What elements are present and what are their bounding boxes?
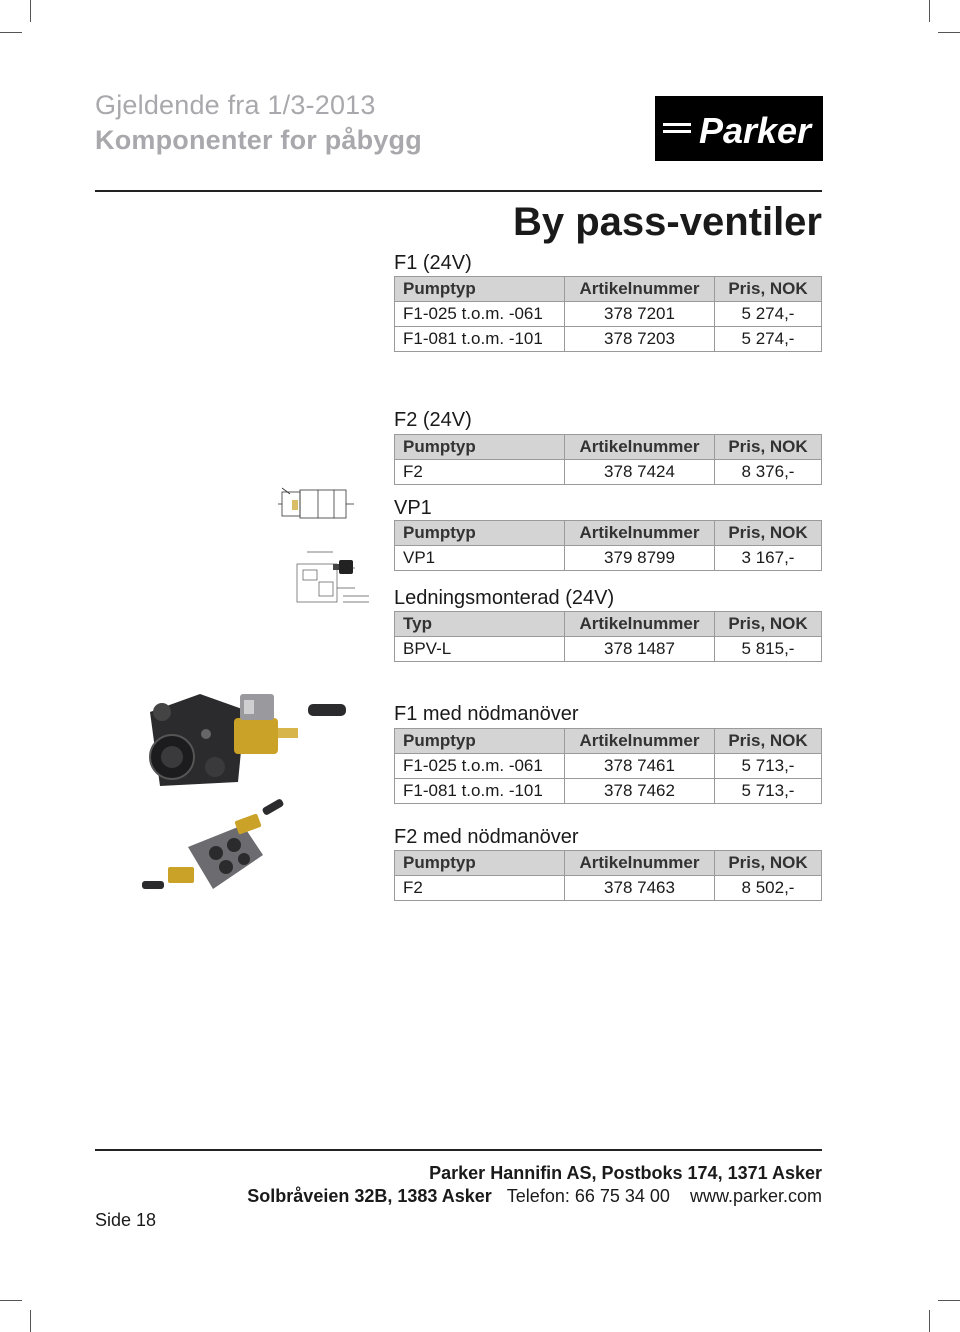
cell-price: 3 167,- (715, 546, 822, 571)
price-table-vp1 (394, 520, 822, 571)
table-header-row (395, 521, 822, 546)
footer-phone: Telefon: 66 75 34 00 (506, 1186, 670, 1206)
parker-logo (655, 96, 823, 161)
table-row (395, 637, 822, 662)
col-header-pumptyp: Pumptyp (395, 521, 565, 546)
col-header-pumptyp: Pumptyp (395, 851, 565, 876)
cell-article: 378 7201 (565, 302, 715, 327)
col-header-pris: Pris, NOK (715, 435, 822, 460)
col-header-pris: Pris, NOK (715, 851, 822, 876)
cell-type: F1-025 t.o.m. -061 (395, 302, 565, 327)
table-row (395, 876, 822, 901)
col-header-pris: Pris, NOK (715, 277, 822, 302)
crop-mark (929, 1310, 930, 1332)
cell-article: 378 1487 (565, 637, 715, 662)
footer-address: Solbråveien 32B, 1383 Asker (247, 1186, 492, 1206)
cell-article: 379 8799 (565, 546, 715, 571)
cell-price: 5 274,- (715, 302, 822, 327)
price-table-f2-nodmanover (394, 850, 822, 901)
cell-article: 378 7463 (565, 876, 715, 901)
crop-mark (30, 0, 31, 22)
table-row (395, 779, 822, 804)
crop-mark (938, 32, 960, 33)
cell-article: 378 7462 (565, 779, 715, 804)
header-date: Gjeldende fra 1/3-2013 (95, 90, 376, 120)
crop-mark (929, 0, 930, 22)
f2-emergency-valve-image (138, 795, 298, 901)
col-header-artikel: Artikelnummer (565, 435, 715, 460)
table-header-row (395, 435, 822, 460)
section-title-f1-nodmanover: F1 med nödmanöver (394, 703, 579, 725)
header-rule (95, 190, 822, 192)
vp1-valve-drawing (293, 548, 373, 606)
col-header-artikel: Artikelnummer (565, 729, 715, 754)
col-header-pumptyp: Pumptyp (395, 435, 565, 460)
table-row (395, 754, 822, 779)
cell-article: 378 7203 (565, 327, 715, 352)
price-table-ledningsmonterad (394, 611, 822, 662)
col-header-pumptyp: Pumptyp (395, 277, 565, 302)
cell-type: F2 (395, 460, 565, 485)
col-header-typ: Typ (395, 612, 565, 637)
section-title-f1: F1 (24V) (394, 252, 472, 274)
table-row (395, 460, 822, 485)
table-header-row (395, 612, 822, 637)
cell-article: 378 7461 (565, 754, 715, 779)
cell-price: 5 815,- (715, 637, 822, 662)
cell-type: F2 (395, 876, 565, 901)
col-header-artikel: Artikelnummer (565, 851, 715, 876)
crop-mark (938, 1300, 960, 1301)
col-header-pris: Pris, NOK (715, 521, 822, 546)
price-table-f1-nodmanover (394, 728, 822, 804)
footer-contact (247, 1186, 822, 1207)
table-header-row (395, 851, 822, 876)
page-number: Side 18 (95, 1210, 157, 1230)
footer-company: Parker Hannifin AS, Postboks 174, 1371 Asker (429, 1163, 822, 1183)
cell-type: VP1 (395, 546, 565, 571)
cell-type: F1-025 t.o.m. -061 (395, 754, 565, 779)
col-header-pris: Pris, NOK (715, 729, 822, 754)
footer-website[interactable]: www.parker.com (689, 1186, 822, 1206)
footer-rule (95, 1149, 822, 1151)
cell-price: 8 502,- (715, 876, 822, 901)
cell-price: 5 713,- (715, 779, 822, 804)
table-row (395, 302, 822, 327)
cell-type: F1-081 t.o.m. -101 (395, 779, 565, 804)
logo-text: Parker (698, 110, 812, 151)
price-table-f2 (394, 434, 822, 485)
table-header-row (395, 277, 822, 302)
table-row (395, 546, 822, 571)
crop-mark (0, 32, 22, 33)
cell-type: F1-081 t.o.m. -101 (395, 327, 565, 352)
f2-valve-drawing (278, 486, 354, 522)
col-header-artikel: Artikelnummer (565, 521, 715, 546)
table-header-row (395, 729, 822, 754)
col-header-artikel: Artikelnummer (565, 277, 715, 302)
header-section: Komponenter for påbygg (95, 125, 422, 155)
cell-price: 5 713,- (715, 754, 822, 779)
col-header-artikel: Artikelnummer (565, 612, 715, 637)
price-table-f1 (394, 276, 822, 352)
section-title-ledningsmonterad: Ledningsmonterad (24V) (394, 587, 615, 609)
section-title-f2: F2 (24V) (394, 409, 472, 431)
col-header-pumptyp: Pumptyp (395, 729, 565, 754)
section-title-vp1: VP1 (394, 497, 432, 519)
f1-emergency-valve-image (140, 682, 355, 792)
cell-price: 5 274,- (715, 327, 822, 352)
crop-mark (30, 1310, 31, 1332)
cell-type: BPV-L (395, 637, 565, 662)
col-header-pris: Pris, NOK (715, 612, 822, 637)
cell-article: 378 7424 (565, 460, 715, 485)
table-row (395, 327, 822, 352)
cell-price: 8 376,- (715, 460, 822, 485)
page-title: By pass-ventiler (512, 200, 822, 244)
crop-mark (0, 1300, 22, 1301)
section-title-f2-nodmanover: F2 med nödmanöver (394, 826, 579, 848)
